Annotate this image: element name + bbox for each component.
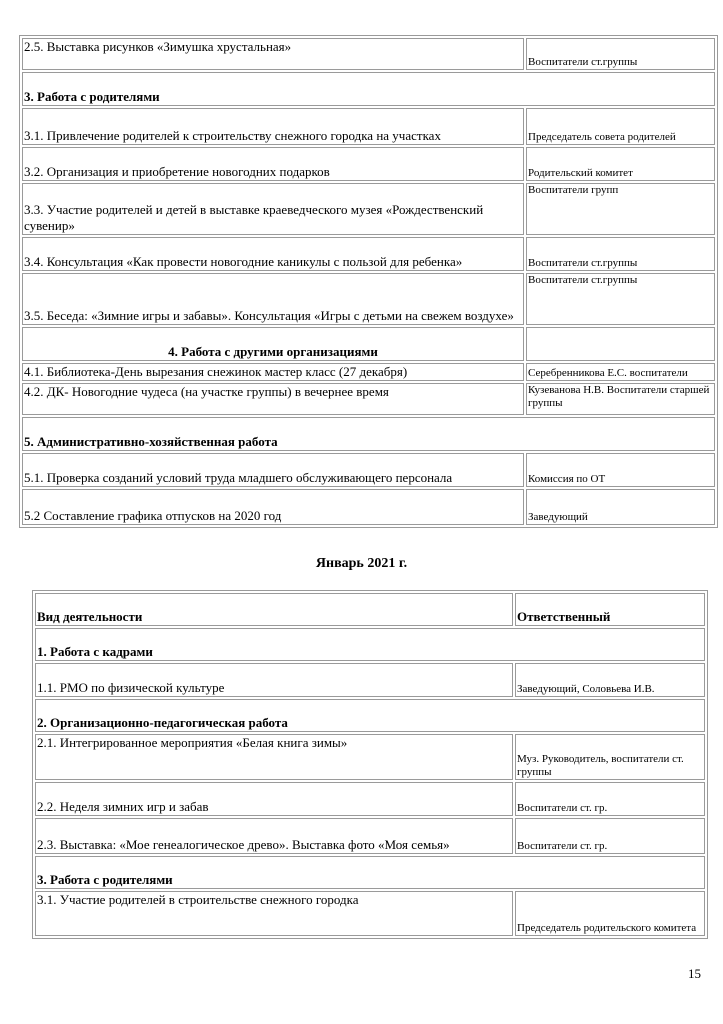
table-row [22,183,715,235]
responsible-cell: Кузеванова Н.В. Воспитатели старшей группы [526,383,715,415]
empty-cell [526,327,715,361]
section-heading: 2. Организационно-педагогическая работа [35,699,705,732]
table-row [22,489,715,525]
table-row [35,818,705,854]
section-heading: 5. Административно-хозяйственная работа [22,417,715,451]
table-row [22,237,715,271]
section-row [22,72,715,106]
responsible-cell: Воспитатели ст.группы [526,38,715,70]
table-row [35,663,705,697]
activity-cell: 3.5. Беседа: «Зимние игры и забавы». Консультация «Игры с детьми на свежем воздухе» [22,273,524,325]
responsible-cell: Родительский комитет [526,147,715,181]
table-row [22,363,715,381]
responsible-cell: Воспитатели ст.группы [526,237,715,271]
section-row [35,699,705,732]
section-row [35,628,705,661]
responsible-cell: Серебренникова Е.С. воспитатели [526,363,715,381]
responsible-cell: Воспитатели групп [526,183,715,235]
section-row [22,417,715,451]
section-heading: 3. Работа с родителями [22,72,715,106]
january-plan-table [32,590,708,939]
responsible-cell: Председатель родительского комитета [515,891,705,936]
section-row [35,856,705,889]
activity-cell: 3.3. Участие родителей и детей в выставке краеведческого музея «Рождественский сувенир» [22,183,524,235]
responsible-cell: Воспитатели ст. гр. [515,782,705,816]
table-row [22,108,715,145]
table-header-row [35,593,705,626]
responsible-cell: Заведующий [526,489,715,525]
activity-cell: 2.5. Выставка рисунков «Зимушка хрустальная» [22,38,524,70]
responsible-cell: Комиссия по ОТ [526,453,715,487]
activity-cell: 3.4. Консультация «Как провести новогодние каникулы с пользой для ребенка» [22,237,524,271]
activity-cell: 2.3. Выставка: «Мое генеалогическое древо». Выставка фото «Моя семья» [35,818,513,854]
activity-cell: 2.1. Интегрированное мероприятия «Белая книга зимы» [35,734,513,780]
activity-cell: 5.1. Проверка созданий условий труда младшего обслуживающего персонала [22,453,524,487]
responsible-cell: Заведующий, Соловьева И.В. [515,663,705,697]
section-heading: 4. Работа с другими организациями [22,327,524,361]
table-row [22,38,715,70]
activity-cell: 4.2. ДК- Новогодние чудеса (на участке группы) в вечернее время [22,383,524,415]
activity-cell: 3.1. Участие родителей в строительстве снежного городка [35,891,513,936]
section-row [22,327,715,361]
december-plan-table [19,35,718,528]
column-header-activity: Вид деятельности [35,593,513,626]
responsible-cell: Председатель совета родителей [526,108,715,145]
activity-cell: 3.2. Организация и приобретение новогодних подарков [22,147,524,181]
activity-cell: 1.1. РМО по физической культуре [35,663,513,697]
section-heading: 3. Работа с родителями [35,856,705,889]
activity-cell: 2.2. Неделя зимних игр и забав [35,782,513,816]
page-number: 15 [688,966,701,981]
table-row [22,273,715,325]
month-title: Январь 2021 г. [315,556,408,571]
table-row [22,453,715,487]
activity-cell: 4.1. Библиотека-День вырезания снежинок мастер класс (27 декабря) [22,363,524,381]
section-heading: 1. Работа с кадрами [35,628,705,661]
responsible-cell: Муз. Руководитель, воспитатели ст. группы [515,734,705,780]
table-row [35,891,705,936]
table-row [35,782,705,816]
table-row [22,383,715,415]
activity-cell: 5.2 Составление графика отпусков на 2020 год [22,489,524,525]
responsible-cell: Воспитатели ст.группы [526,273,715,325]
table-row [22,147,715,181]
responsible-cell: Воспитатели ст. гр. [515,818,705,854]
activity-cell: 3.1. Привлечение родителей к строительству снежного городка на участках [22,108,524,145]
table-row [35,734,705,780]
column-header-responsible: Ответственный [515,593,705,626]
